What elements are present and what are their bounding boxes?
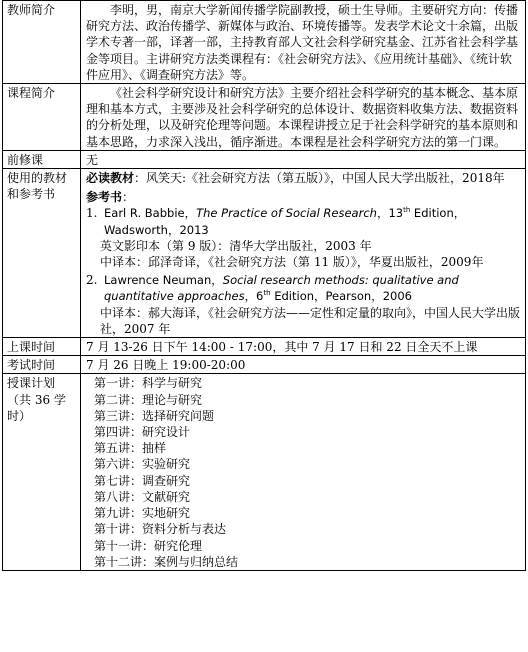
lecture-item: 第十讲：资料分析与表达 [94,522,227,537]
books-label: 使用的教材和参考书 [3,169,81,338]
course-info-table [2,0,526,571]
course-label: 课程简介 [3,84,81,151]
lecture-item: 第九讲：实地研究 [94,506,191,521]
lecture-item: 第一讲：科学与研究 [94,376,203,391]
required-book-text: ：风笑天:《社会研究方法（第五版）》，中国人民大学出版社，2018年 [134,171,505,186]
teacher-label: 教师简介 [3,1,81,84]
exam-time-row [3,356,526,374]
course-cell [81,84,526,151]
course-row [3,84,526,151]
reference-title: The Practice of Social Research [196,206,377,221]
lecture-item: 第七讲：调查研究 [94,473,191,488]
prereq-label: 前修课 [3,150,81,168]
reference-reprint: 英文影印本（第 9 版）：清华大学出版社，2003 年 [100,238,372,253]
required-book [86,170,520,186]
books-cell [81,169,526,338]
reference-number: 1. [86,206,98,221]
reference-citation: Earl R. Babbie，The Practice of Social Research，13th Edition，Wadsworth，2013 [104,206,466,237]
class-time-row [3,338,526,356]
reference-item-2 [86,272,520,304]
teacher-row [3,1,526,84]
lecture-item: 第二讲：理论与研究 [94,392,203,407]
exam-time-label: 考试时间 [3,356,81,374]
plan-cell [81,374,526,570]
class-time-value: 7 月 13-26 日下午 14:00 - 17:00，其中 7 月 17 日和 22 日全天不上课 [81,338,526,356]
course-intro: 《社会科学研究设计和研究方法》主要介绍社会科学研究的基本概念、基本原理和基本方式，主要涉及社会科学研究的总体设计、数据资料收集方法、数据资料的分析处理，以及研究伦理等问题。本课程讲授立足于社会科学研究的基本原则和基本思路，力求深入浅出，循序渐进。本课程是社会科学研究方法的第一门课。 [86,86,519,149]
lecture-item: 第六讲：实验研究 [94,457,191,472]
reference-item-1 [86,205,520,237]
lecture-item: 第十二讲：案例与归纳总结 [94,554,239,569]
teacher-intro: 李明，男，南京大学新闻传播学院副教授，硕士生导师。主要研究方向：传播研究方法、政治传播学、新媒体与政治、环境传播等。发表学术论文十余篇，出版学术专著一部，译著一部，主持教育部人文社会科学研究基金、江苏省社会科学基金等项目。主讲研究方法类课程有：《社会研究方法》、《应用统计基础》、《统计软件应用》、《调查研究方法》等。 [86,3,519,82]
exam-time-value: 7 月 26 日晚上 19:00-20:00 [81,356,526,374]
lecture-item: 第五讲：抽样 [94,441,167,456]
reference-heading: 参考书： [86,190,135,205]
reference-title: Social research methods: qualitative and quantitative approaches [104,273,459,304]
plan-row [3,374,526,570]
lecture-item: 第三讲：选择研究问题 [94,408,215,423]
teacher-cell [81,1,526,84]
required-book-label: 必读教材 [86,171,135,186]
lecture-item: 第四讲：研究设计 [94,425,191,440]
prereq-value: 无 [81,150,526,168]
reference-number: 2. [86,273,98,288]
books-row [3,169,526,338]
reference-citation: Lawrence Neuman，Social research methods: qualitative and quantitative approaches，6th Edition，Pearson，2006 [104,273,459,304]
lecture-item: 第十一讲：研究伦理 [94,538,203,553]
reference-translation: 中译本：邱泽奇译，《社会研究方法（第 11 版）》，华夏出版社，2009年 [100,255,484,270]
prereq-row [3,150,526,168]
class-time-label: 上课时间 [3,338,81,356]
lecture-item: 第八讲：文献研究 [94,489,191,504]
reference-translation: 中译本：郝大海译，《社会研究方法——定性和定量的取向》，中国人民大学出版社，2007 年 [100,305,521,336]
plan-label: 授课计划（共 36 学时） [3,374,81,570]
